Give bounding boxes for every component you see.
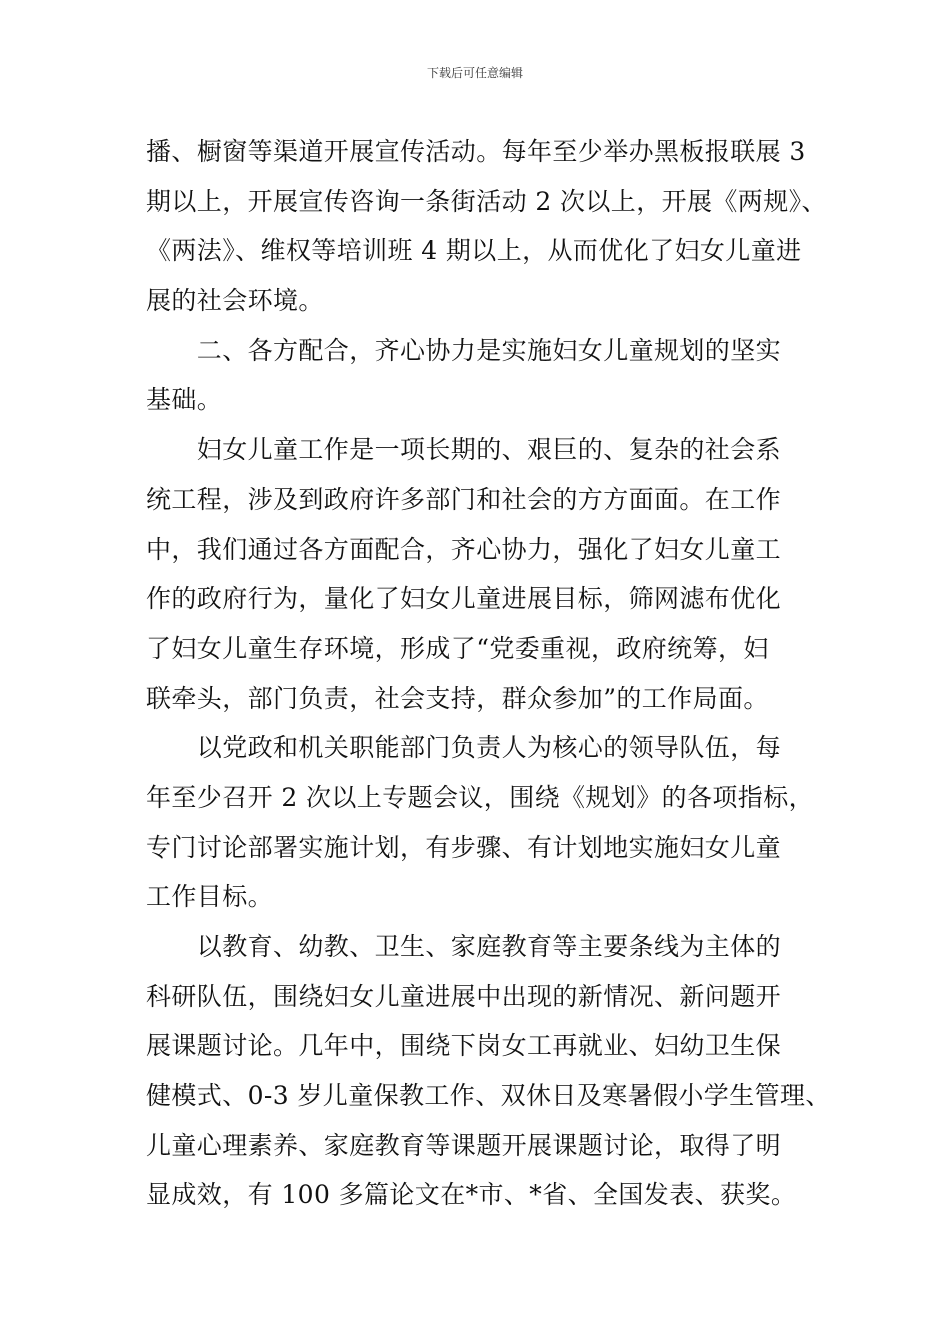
text-line: 作的政府行为，量化了妇女儿童进展目标，筛网滤布优化: [146, 584, 782, 614]
text-line: 工作目标。: [146, 882, 274, 912]
text-line: 播、橱窗等渠道开展宣传活动。每年至少举办黑板报联展 3: [146, 137, 806, 166]
text-line: 基础。: [146, 385, 223, 415]
text-line: 以教育、幼教、卫生、家庭教育等主要条线为主体的: [146, 932, 782, 961]
text-line: 展课题讨论。几年中，围绕下岗女工再就业、妇幼卫生保: [146, 1031, 782, 1061]
document-body: [146, 127, 831, 1220]
text-line: 中，我们通过各方面配合，齐心协力，强化了妇女儿童工: [146, 534, 782, 564]
text-line: 妇女儿童工作是一项长期的、艰巨的、复杂的社会系: [146, 435, 782, 465]
text-line: 期以上，开展宣传咨询一条街活动 2 次以上，开展《两规》、: [146, 186, 827, 216]
text-line: 二、各方配合，齐心协力是实施妇女儿童规划的坚实: [146, 335, 782, 365]
text-line: 专门讨论部署实施计划，有步骤、有计划地实施妇女儿童: [146, 832, 782, 862]
text-line: 展的社会环境。: [146, 286, 324, 316]
text-line: 统工程，涉及到政府许多部门和社会的方方面面。在工作: [146, 484, 782, 514]
text-line: 了妇女儿童生存环境，形成了“党委重视，政府统筹，妇: [146, 633, 769, 663]
page-header: 下载后可任意编辑: [426, 66, 523, 80]
text-line: 联牵头，部门负责，社会支持，群众参加”的工作局面。: [146, 683, 769, 713]
text-line: 显成效，有 100 多篇论文在*市、*省、全国发表、获奖。: [146, 1180, 797, 1210]
text-line: 健模式、0-3 岁儿童保教工作、双休日及寒暑假小学生管理、: [146, 1081, 831, 1111]
text-line: 科研队伍，围绕妇女儿童进展中出现的新情况、新问题开: [146, 981, 782, 1011]
text-line: 儿童心理素养、家庭教育等课题开展课题讨论，取得了明: [146, 1130, 782, 1160]
text-line: 以党政和机关职能部门负责人为核心的领导队伍，每: [146, 733, 782, 763]
text-line: 《两法》、维权等培训班 4 期以上，从而优化了妇女儿童进: [146, 236, 802, 266]
text-line: 年至少召开 2 次以上专题会议，围绕《规划》的各项指标，: [146, 782, 815, 812]
